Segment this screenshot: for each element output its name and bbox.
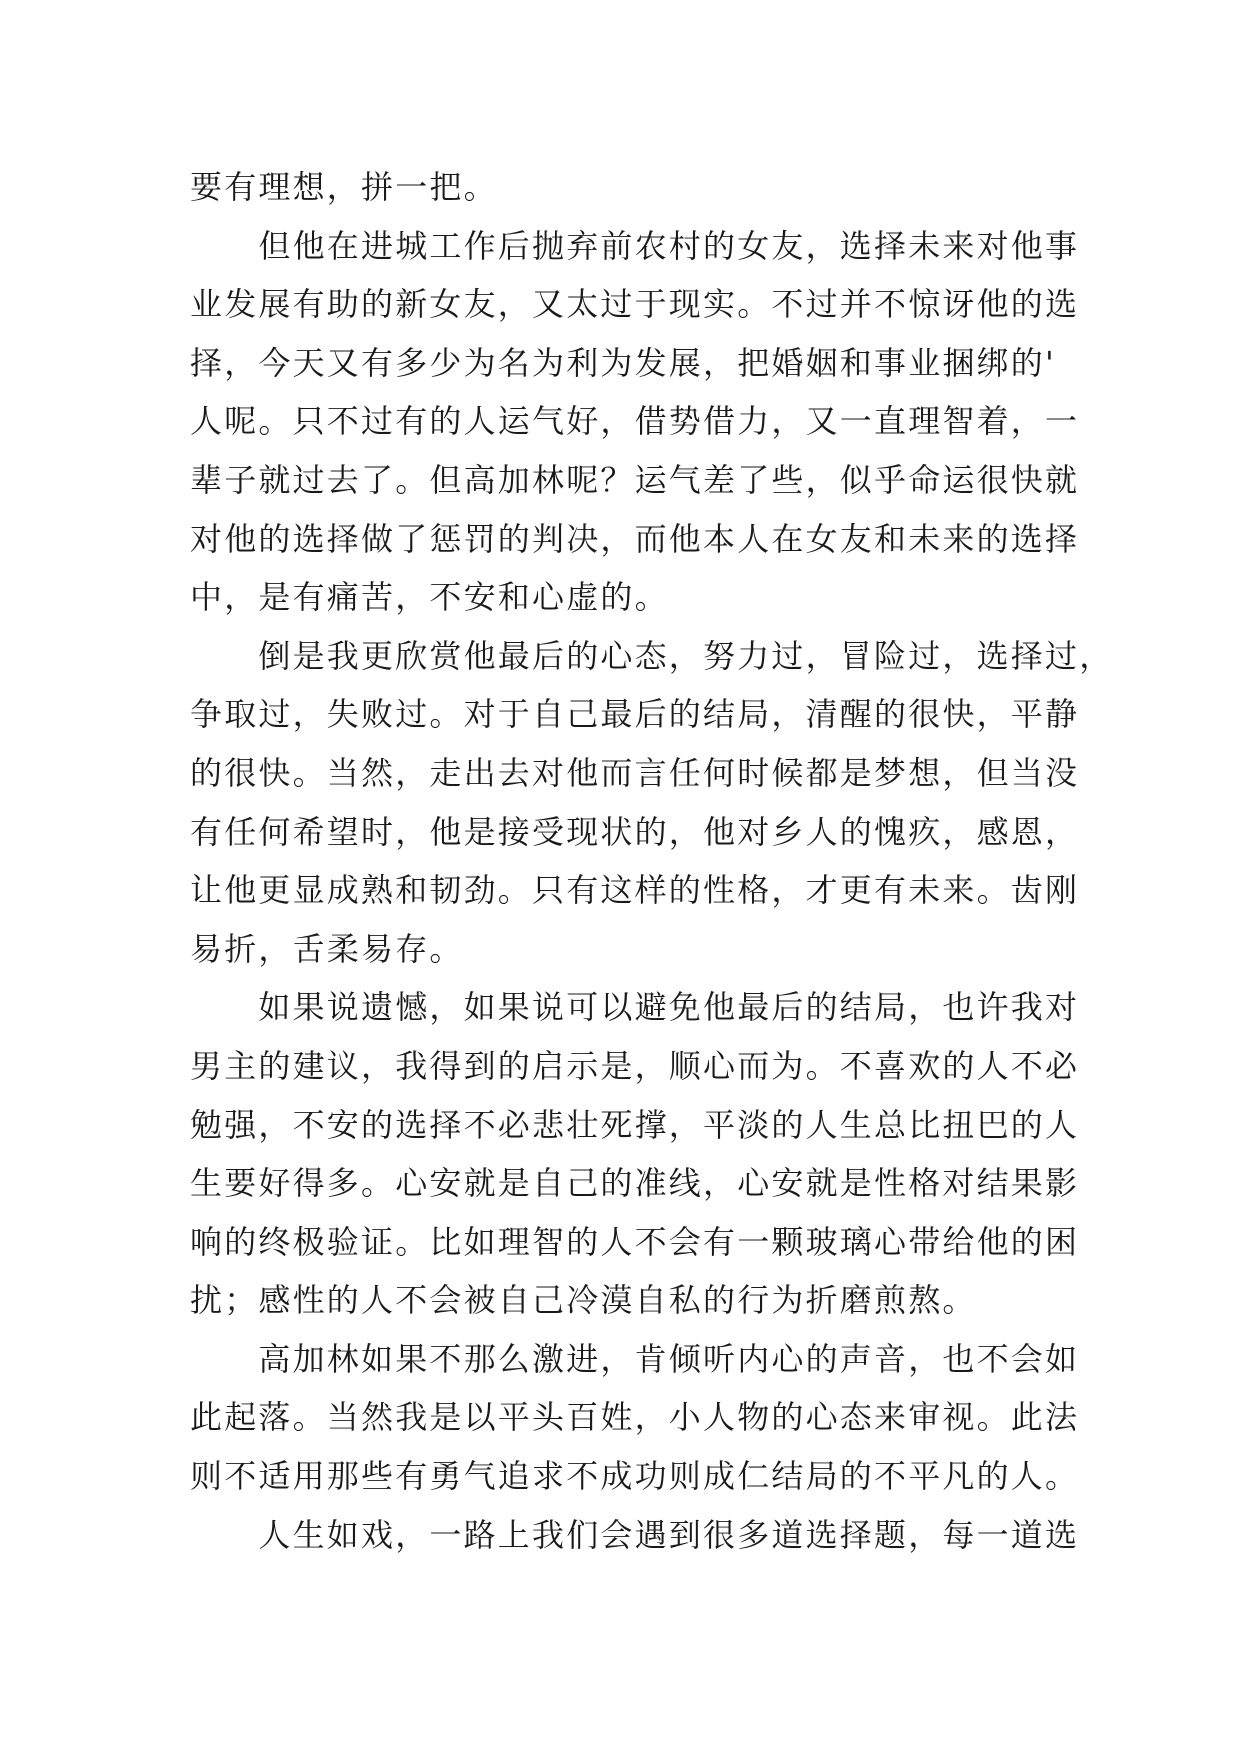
text-line: 易折，舌柔易存。 xyxy=(190,929,464,968)
text-line: 辈子就过去了。但高加林呢？运气差了些，似乎命运很快就 xyxy=(190,460,1080,499)
text-line: 扰；感性的人不会被自己冷漠自私的行为折磨煎熬。 xyxy=(190,1281,977,1320)
text-line: 高加林如果不那么激进，肯倾听内心的声音，也不会如 xyxy=(190,1339,1080,1378)
text-line: 但他在进城工作后抛弃前农村的女友，选择未来对他事 xyxy=(190,226,1080,265)
text-line: 人呢。只不过有的人运气好，借势借力，又一直理智着，一 xyxy=(190,402,1080,441)
text-line: 倒是我更欣赏他最后的心态，努力过，冒险过，选择过， xyxy=(190,636,1114,675)
text-line: 男主的建议，我得到的启示是，顺心而为。不喜欢的人不必 xyxy=(190,1046,1080,1085)
text-line: 则不适用那些有勇气追求不成功则成仁结局的不平凡的人。 xyxy=(190,1457,1080,1496)
text-line: 中，是有痛苦，不安和心虚的。 xyxy=(190,578,669,617)
text-line: 勉强，不安的选择不必悲壮死撑，平淡的人生总比扭巴的人 xyxy=(190,1105,1080,1144)
text-line: 生要好得多。心安就是自己的准线，心安就是性格对结果影 xyxy=(190,1164,1080,1203)
text-line: 让他更显成熟和韧劲。只有这样的性格，才更有未来。齿刚 xyxy=(190,871,1080,910)
text-line: 人生如戏，一路上我们会遇到很多道选择题，每一道选 xyxy=(190,1515,1080,1554)
text-line: 如果说遗憾，如果说可以避免他最后的结局，也许我对 xyxy=(190,988,1080,1027)
text-line: 响的终极验证。比如理智的人不会有一颗玻璃心带给他的困 xyxy=(190,1222,1080,1261)
text-line: 业发展有助的新女友，又太过于现实。不过并不惊讶他的选 xyxy=(190,285,1080,324)
text-line: 此起落。当然我是以平头百姓，小人物的心态来审视。此法 xyxy=(190,1398,1080,1437)
document-body xyxy=(190,158,1114,1564)
text-line: 争取过，失败过。对于自己最后的结局，清醒的很快，平静 xyxy=(190,695,1080,734)
text-line: 有任何希望时，他是接受现状的，他对乡人的愧疚，感恩， xyxy=(190,812,1080,851)
text-line: 的很快。当然，走出去对他而言任何时候都是梦想，但当没 xyxy=(190,753,1080,792)
text-line: 对他的选择做了惩罚的判决，而他本人在女友和未来的选择 xyxy=(190,519,1080,558)
text-line: 要有理想，拼一把。 xyxy=(190,168,498,206)
text-line: 择，今天又有多少为名为利为发展，把婚姻和事业捆绑的' xyxy=(190,343,1056,382)
